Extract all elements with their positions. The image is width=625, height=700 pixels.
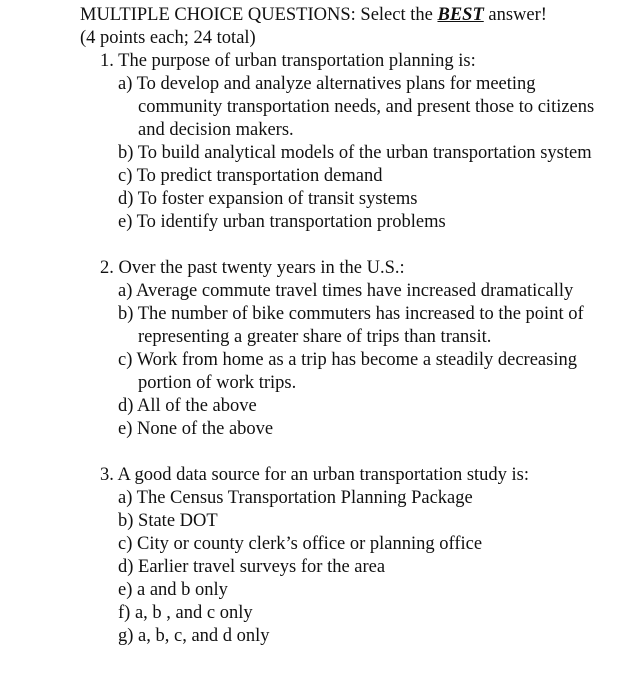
- question-1: [100, 50, 620, 234]
- title-suffix: answer!: [483, 5, 547, 25]
- option-e: e) To identify urban transportation problems: [118, 212, 446, 232]
- option-e: e) a and b only: [118, 580, 228, 600]
- option-b: b) To build analytical models of the urban transportation system: [118, 143, 592, 163]
- question-stem: 1. The purpose of urban transportation planning is:: [100, 51, 476, 71]
- option-d: d) To foster expansion of transit systems: [118, 189, 418, 209]
- option-f: f) a, b , and c only: [118, 603, 253, 623]
- title-emphasis: BEST: [437, 5, 484, 25]
- option-c: c) To predict transportation demand: [118, 166, 383, 186]
- question-stem: 3. A good data source for an urban transportation study is:: [100, 465, 530, 485]
- section-title: [80, 4, 620, 27]
- option-b: b) State DOT: [118, 511, 218, 531]
- option-c: c) City or county clerk’s office or planning office: [118, 534, 483, 554]
- option-a: a) To develop and analyze alternatives plans for meeting community transportation needs, and present those to citizens and decision makers.: [118, 74, 595, 140]
- points-note: (4 points each; 24 total): [80, 28, 256, 48]
- option-a: a) The Census Transportation Planning Package: [118, 488, 473, 508]
- title-prefix: MULTIPLE CHOICE QUESTIONS: Select the: [80, 5, 438, 25]
- question-3: [100, 464, 620, 648]
- answer-options: [118, 280, 620, 441]
- answer-options: [118, 73, 620, 234]
- option-d: d) All of the above: [118, 396, 257, 416]
- answer-options: [118, 487, 620, 648]
- exam-page: [80, 4, 620, 648]
- option-e: e) None of the above: [118, 419, 274, 439]
- question-2: [100, 257, 620, 441]
- option-c: c) Work from home as a trip has become a steadily decreasing portion of work trips.: [118, 350, 577, 393]
- option-b: b) The number of bike commuters has increased to the point of representing a greater share of trips than transit.: [118, 304, 584, 347]
- question-stem: 2. Over the past twenty years in the U.S.:: [100, 258, 405, 278]
- option-a: a) Average commute travel times have increased dramatically: [118, 281, 574, 301]
- option-d: d) Earlier travel surveys for the area: [118, 557, 386, 577]
- option-g: g) a, b, c, and d only: [118, 626, 270, 646]
